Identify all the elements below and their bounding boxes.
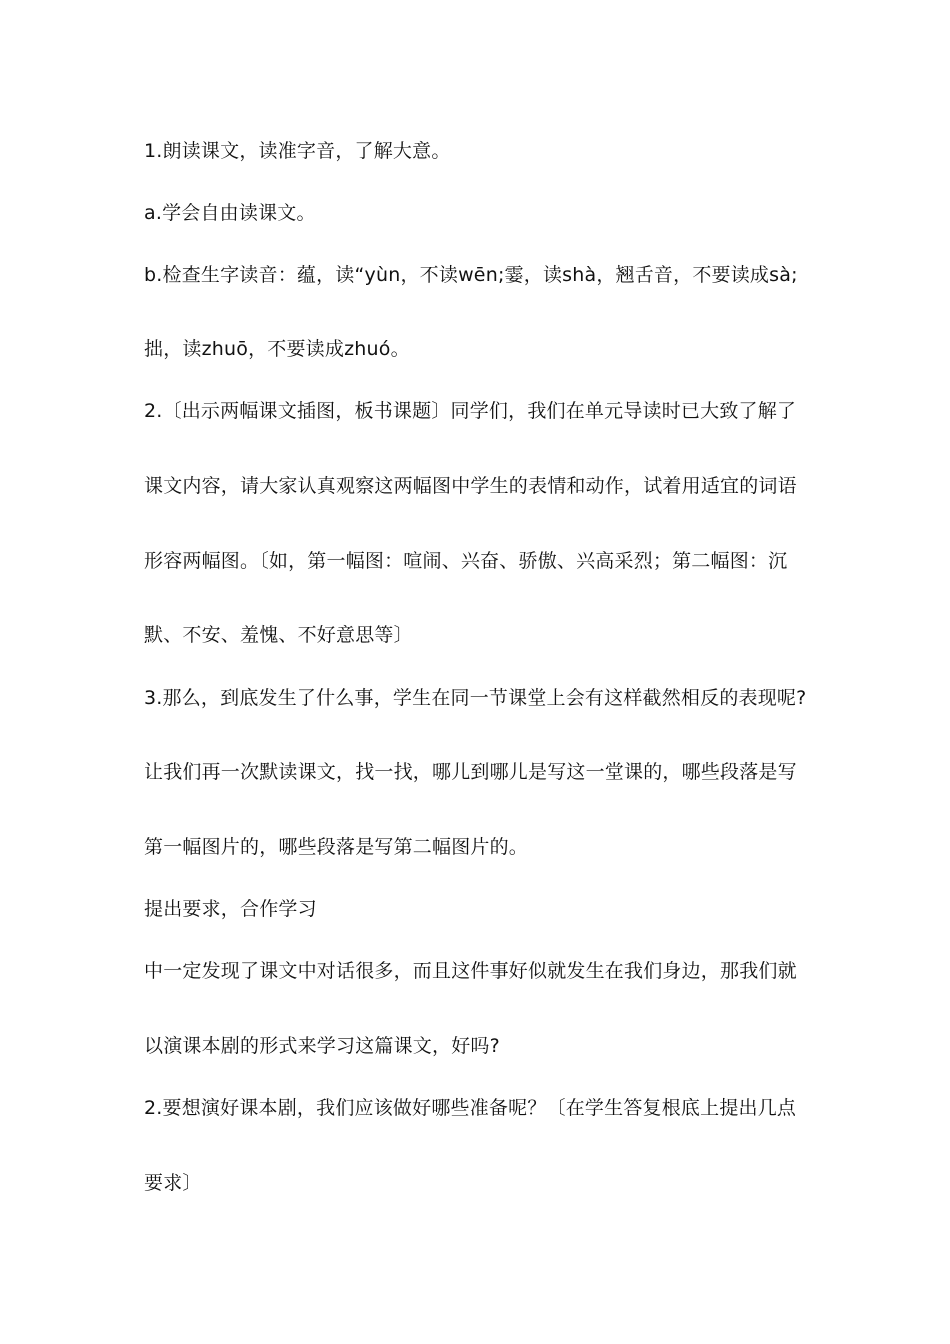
text-line: 形容两幅图。〔如，第一幅图：喧闹、兴奋、骄傲、兴高采烈；第二幅图：沉 [144,550,788,572]
text-line: 2.要想演好课本剧，我们应该做好哪些准备呢？〔在学生答复根底上提出几点 [144,1097,797,1119]
text-line: 让我们再一次默读课文，找一找，哪儿到哪儿是写这一堂课的，哪些段落是写 [144,761,797,783]
text-line: 要求〕 [144,1172,202,1194]
text-line: 中一定发现了课文中对话很多，而且这件事好似就发生在我们身边，那我们就 [144,960,797,982]
text-line: 拙，读zhuō，不要读成zhuó。 [144,338,410,360]
text-line: a.学会自由读课文。 [144,202,316,224]
text-line: 以演课本剧的形式来学习这篇课文，好吗? [144,1035,500,1057]
text-line: 默、不安、羞愧、不好意思等〕 [144,624,413,646]
text-line: 提出要求，合作学习 [144,898,317,920]
text-line: 1.朗读课文，读准字音，了解大意。 [144,140,451,162]
text-line: b.检查生字读音：蕴，读“yùn，不读wēn;霎，读shà，翘舌音，不要读成sà; [144,264,798,286]
text-line: 2.〔出示两幅课文插图，板书课题〕同学们，我们在单元导读时已大致了解了 [144,400,797,422]
text-line: 3.那么，到底发生了什么事，学生在同一节课堂上会有这样截然相反的表现呢? [144,687,807,709]
text-line: 课文内容，请大家认真观察这两幅图中学生的表情和动作，试着用适宜的词语 [144,475,797,497]
text-line: 第一幅图片的，哪些段落是写第二幅图片的。 [144,836,529,858]
